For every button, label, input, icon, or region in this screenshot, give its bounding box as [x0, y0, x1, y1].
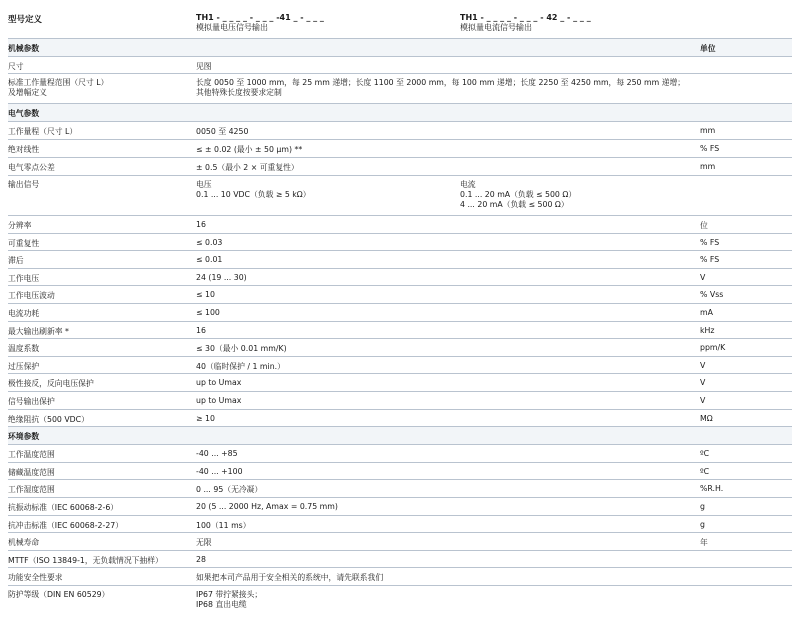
table-row-output-signal: 输出信号 电压 0.1 ... 10 VDC（负载 ≥ 5 kΩ） 电流 0.1 ... 20 mA（负载 ≤ 500 Ω） 4 ... 20 mA（负载 ≤ 500 Ω）	[8, 176, 792, 216]
table-row: 工作量程（尺寸 L） 0050 至 4250 mm	[8, 122, 792, 140]
model-header	[8, 8, 792, 39]
table-row: 绝缘阻抗（500 VDC） ≥ 10 MΩ	[8, 410, 792, 428]
table-row: 极性接反，反向电压保护 up to Umax V	[8, 374, 792, 392]
table-row: 电气零点公差 ± 0.5（最小 2 × 可重复性） mm	[8, 158, 792, 176]
table-row: 最大输出刷新率 * 16 kHz	[8, 322, 792, 340]
table-row: 信号输出保护 up to Umax V	[8, 392, 792, 410]
table-row: 电流功耗 ≤ 100 mA	[8, 304, 792, 322]
section-title: 电气参数	[8, 109, 40, 118]
table-row: 功能安全性要求 如果把本司产品用于安全相关的系统中，请先联系我们	[8, 568, 792, 586]
table-row: MTTF（ISO 13849-1，无负载情况下抽样） 28	[8, 551, 792, 569]
table-row: 分辨率 16 位	[8, 216, 792, 234]
unit-header: 单位	[700, 44, 716, 53]
table-row: 绝对线性 ≤ ± 0.02 (最小 ± 50 μm) ** % FS	[8, 140, 792, 158]
model-desc-current: 模拟量电流信号输出	[460, 23, 532, 32]
section-mechanical	[8, 39, 792, 57]
table-row: 滞后 ≤ 0.01 % FS	[8, 251, 792, 269]
model-voltage-block	[196, 8, 460, 38]
section-title: 机械参数	[8, 44, 40, 53]
table-row: 可重复性 ≤ 0.03 % FS	[8, 234, 792, 252]
table-row-protection: 防护等级（DIN EN 60529） IP67 带拧紧接头； IP68 直出电缆	[8, 589, 263, 609]
section-title: 环境参数	[8, 432, 40, 442]
table-row: 抗振动标准（IEC 60068-2-6） 20 (5 ... 2000 Hz, Amax = 0.75 mm) g	[8, 498, 792, 516]
table-row: 温度系数 ≤ 30（最小 0.01 mm/K) ppm/K	[8, 339, 792, 357]
model-code-current: TH1 - _ _ _ _ - _ _ _ - 42 _ - _ _ _	[460, 13, 591, 22]
table-row: 工作湿度范围 0 ... 95（无冷凝） %R.H.	[8, 480, 792, 498]
table-row: 标准工作量程范围（尺寸 L） 及增幅定义 长度 0050 至 1000 mm，每 25 mm 递增；长度 1100 至 2000 mm，每 100 mm 递增；长度 2250 至 4250 mm，每 250 mm 递增； 其他特殊长度按要求定制	[8, 74, 792, 104]
electrical-rows-2	[8, 216, 792, 427]
model-current-block	[460, 8, 700, 38]
table-row: 工作温度范围 -40 ... +85 ºC	[8, 445, 792, 463]
page-title: 型号定义	[8, 15, 43, 25]
table-row: 工作电压 24 (19 ... 30) V	[8, 269, 792, 287]
table-row: 尺寸 见图	[8, 57, 792, 74]
table-row: 储藏温度范围 -40 ... +100 ºC	[8, 463, 792, 481]
section-electrical	[8, 104, 792, 122]
section-environment	[8, 427, 792, 445]
model-code-voltage: TH1 - _ _ _ _ - _ _ _ -41 _ - _ _ _	[196, 13, 324, 22]
table-row: 抗冲击标准（IEC 60068-2-27） 100（11 ms） g	[8, 516, 792, 534]
table-row: 工作电压波动 ≤ 10 % Vss	[8, 286, 792, 304]
table-row: 机械寿命 无限 年	[8, 533, 792, 551]
table-row: 过压保护 40（临时保护 / 1 min.） V	[8, 357, 792, 375]
model-desc-voltage: 模拟量电压信号输出	[196, 23, 268, 32]
